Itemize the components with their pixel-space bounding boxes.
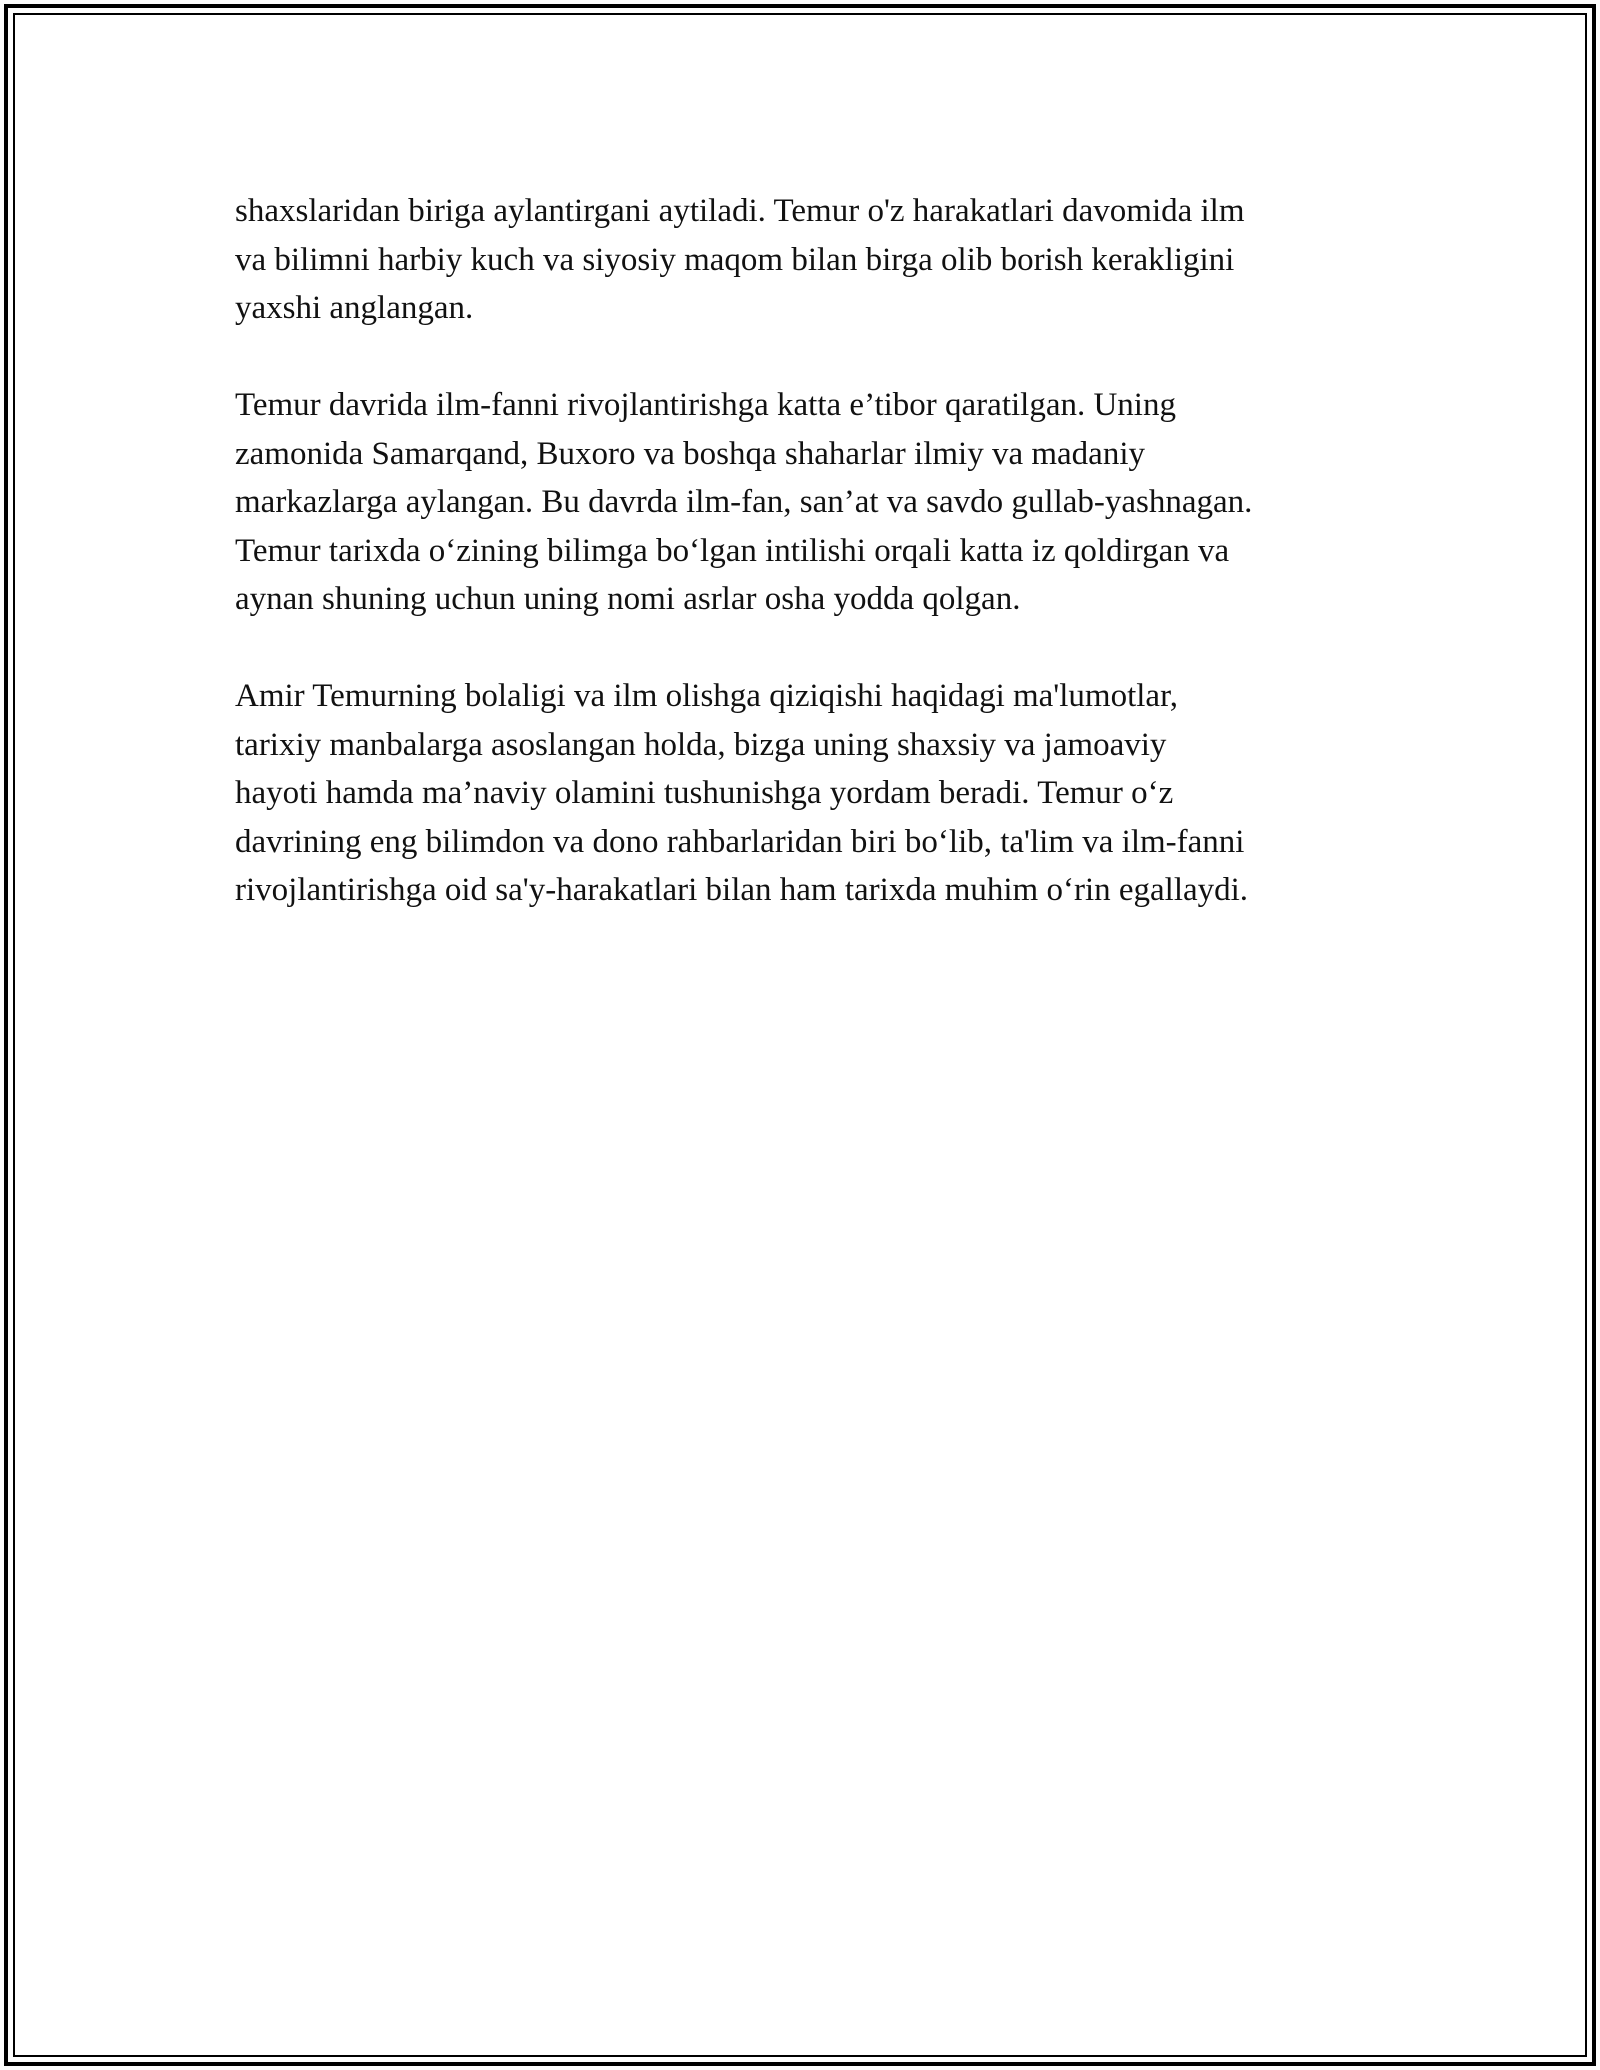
text-line: markazlarga aylangan. Bu davrda ilm-fan, san’at va savdo gullab-yashnagan.	[235, 484, 1253, 520]
text-line: aynan shuning uchun uning nomi asrlar osha yodda qolgan.	[235, 581, 1021, 617]
paragraph-1	[235, 187, 1365, 333]
text-line: zamonida Samarqand, Buxoro va boshqa shaharlar ilmiy va madaniy	[235, 435, 1145, 472]
text-line: davrining eng bilimdon va dono rahbarlaridan biri bo‘lib, ta'lim va ilm-fanni	[235, 823, 1245, 860]
text-line: Temur tarixda o‘zining bilimga bo‘lgan intilishi orqali katta iz qoldirgan va	[235, 532, 1230, 569]
text-line: rivojlantirishga oid sa'y-harakatlari bilan ham tarixda muhim o‘rin egallaydi.	[235, 872, 1249, 908]
paragraph-3	[235, 672, 1365, 915]
text-line: va bilimni harbiy kuch va siyosiy maqom bilan birga olib borish kerakligini	[235, 241, 1235, 278]
text-line: hayoti hamda ma’naviy olamini tushunishga yordam beradi. Temur o‘z	[235, 775, 1174, 811]
text-line: Temur davrida ilm-fanni rivojlantirishga katta e’tibor qaratilgan. Uning	[235, 387, 1176, 423]
text-line: tarixiy manbalarga asoslangan holda, bizga uning shaxsiy va jamoaviy	[235, 726, 1167, 763]
paragraph-2	[235, 381, 1365, 624]
document-body	[235, 187, 1365, 963]
text-line: shaxslaridan biriga aylantirgani aytiladi. Temur o'z harakatlari davomida ilm	[235, 193, 1245, 229]
text-line: yaxshi anglangan.	[235, 290, 474, 326]
text-line: Amir Temurning bolaligi va ilm olishga qiziqishi haqidagi ma'lumotlar,	[235, 678, 1178, 714]
